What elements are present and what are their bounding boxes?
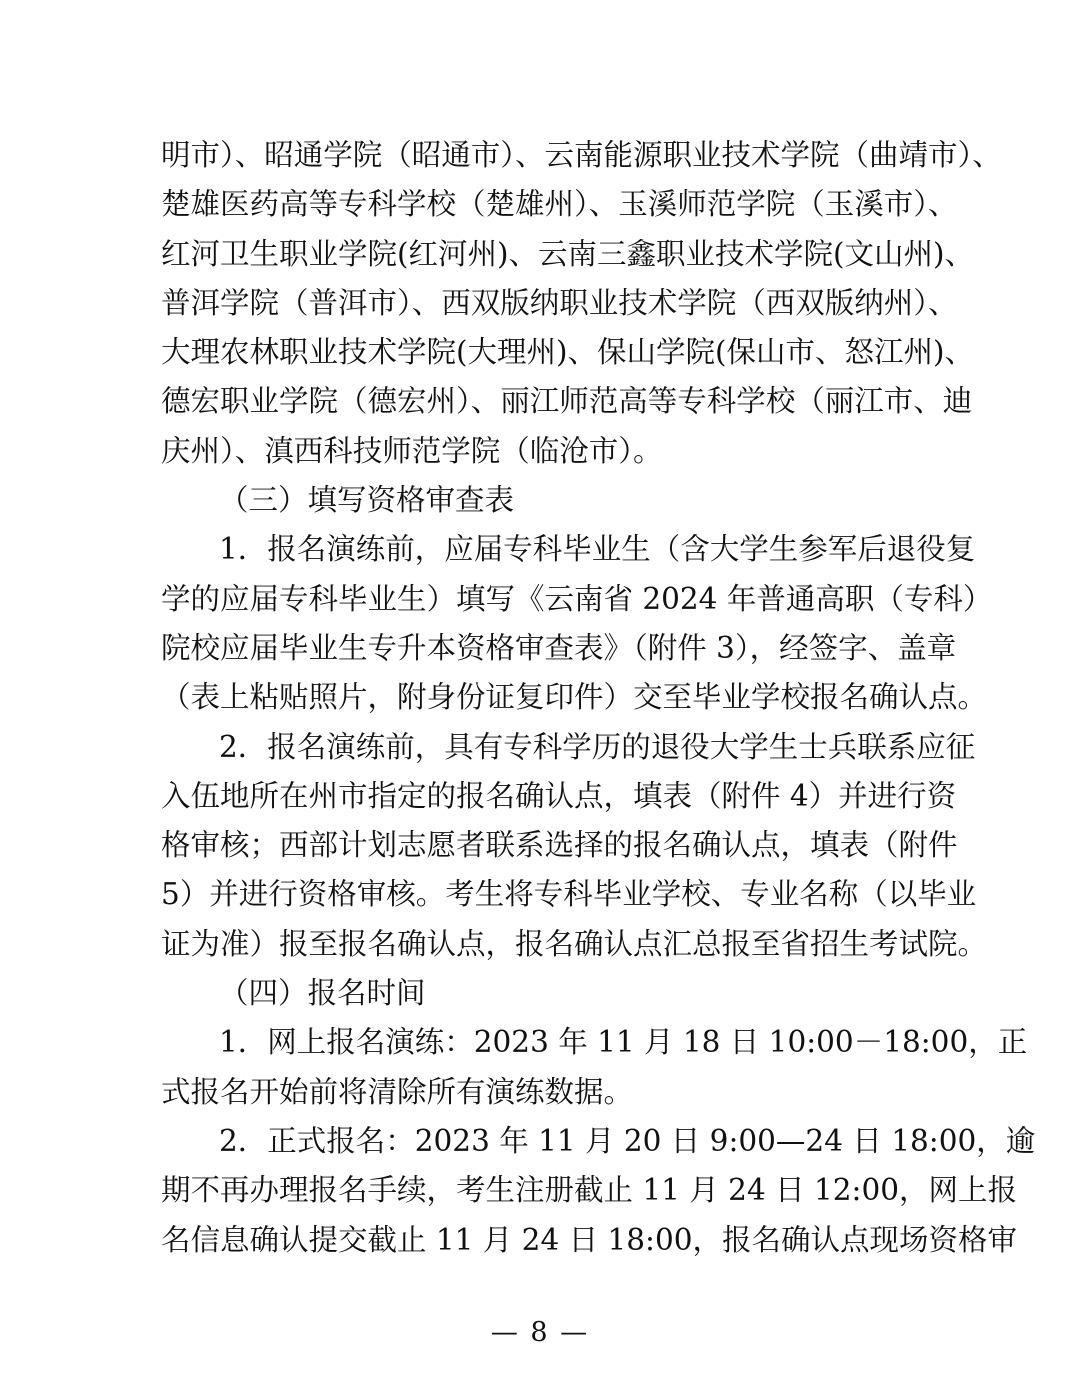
text-line: 德宏职业学院（德宏州）、丽江师范高等专科学校（丽江市、迪: [161, 384, 973, 419]
text-line: 名信息确认提交截止 11 月 24 日 18:00，报名确认点现场资格审: [161, 1222, 1017, 1257]
text-line: 庆州）、滇西科技师范学院（临沧市）。: [161, 433, 663, 468]
text-line: 楚雄医药高等专科学校（楚雄州）、玉溪师范学院（玉溪市）、: [161, 187, 958, 222]
text-line: 2．正式报名：2023 年 11 月 20 日 9:00—24 日 18:00，逾: [219, 1123, 1036, 1158]
text-line: 1．报名演练前，应届专科毕业生（含大学生参军后退役复: [219, 532, 976, 567]
text-line: （表上粘贴照片，附身份证复印件）交至毕业学校报名确认点。: [161, 680, 988, 715]
text-line: 学的应届专科毕业生）填写《云南省 2024 年普通高职（专科）: [161, 581, 993, 616]
text-line: 入伍地所在州市指定的报名确认点，填表（附件 4）并进行资: [161, 778, 957, 813]
text-line: 大理农林职业技术学院(大理州)、保山学院(保山市、怒江州)、: [161, 335, 975, 370]
text-line: 明市）、昭通学院（昭通市）、云南能源职业技术学院（曲靖市）、: [161, 138, 1002, 172]
text-line: 期不再办理报名手续，考生注册截止 11 月 24 日 12:00，网上报: [161, 1173, 1017, 1208]
text-line: 5）并进行资格审核。考生将专科毕业学校、专业名称（以毕业: [161, 877, 977, 912]
text-line: 红河卫生职业学院(红河州)、云南三鑫职业技术学院(文山州)、: [161, 236, 975, 271]
text-line: 式报名开始前将清除所有演练数据。: [161, 1074, 634, 1109]
text-line: 普洱学院（普洱市）、西双版纳职业技术学院（西双版纳州）、: [161, 285, 958, 320]
text-line: 证为准）报至报名确认点，报名确认点汇总报至省招生考试院。: [161, 926, 988, 961]
text-line: 2．报名演练前，具有专科学历的退役大学生士兵联系应征: [219, 729, 976, 764]
text-line: 格审核；西部计划志愿者联系选择的报名确认点，填表（附件: [161, 828, 958, 863]
section-heading: （四）报名时间: [219, 976, 426, 1011]
body-text: [161, 131, 1036, 1265]
text-line: 1．网上报名演练：2023 年 11 月 18 日 10:00－18:00，正: [219, 1025, 1028, 1060]
page-number: — 8 —: [490, 1317, 590, 1348]
section-heading: （三）填写资格审查表: [219, 483, 515, 518]
text-line: 院校应届毕业生专升本资格审查表》（附件 3），经签字、盖章: [161, 630, 957, 665]
